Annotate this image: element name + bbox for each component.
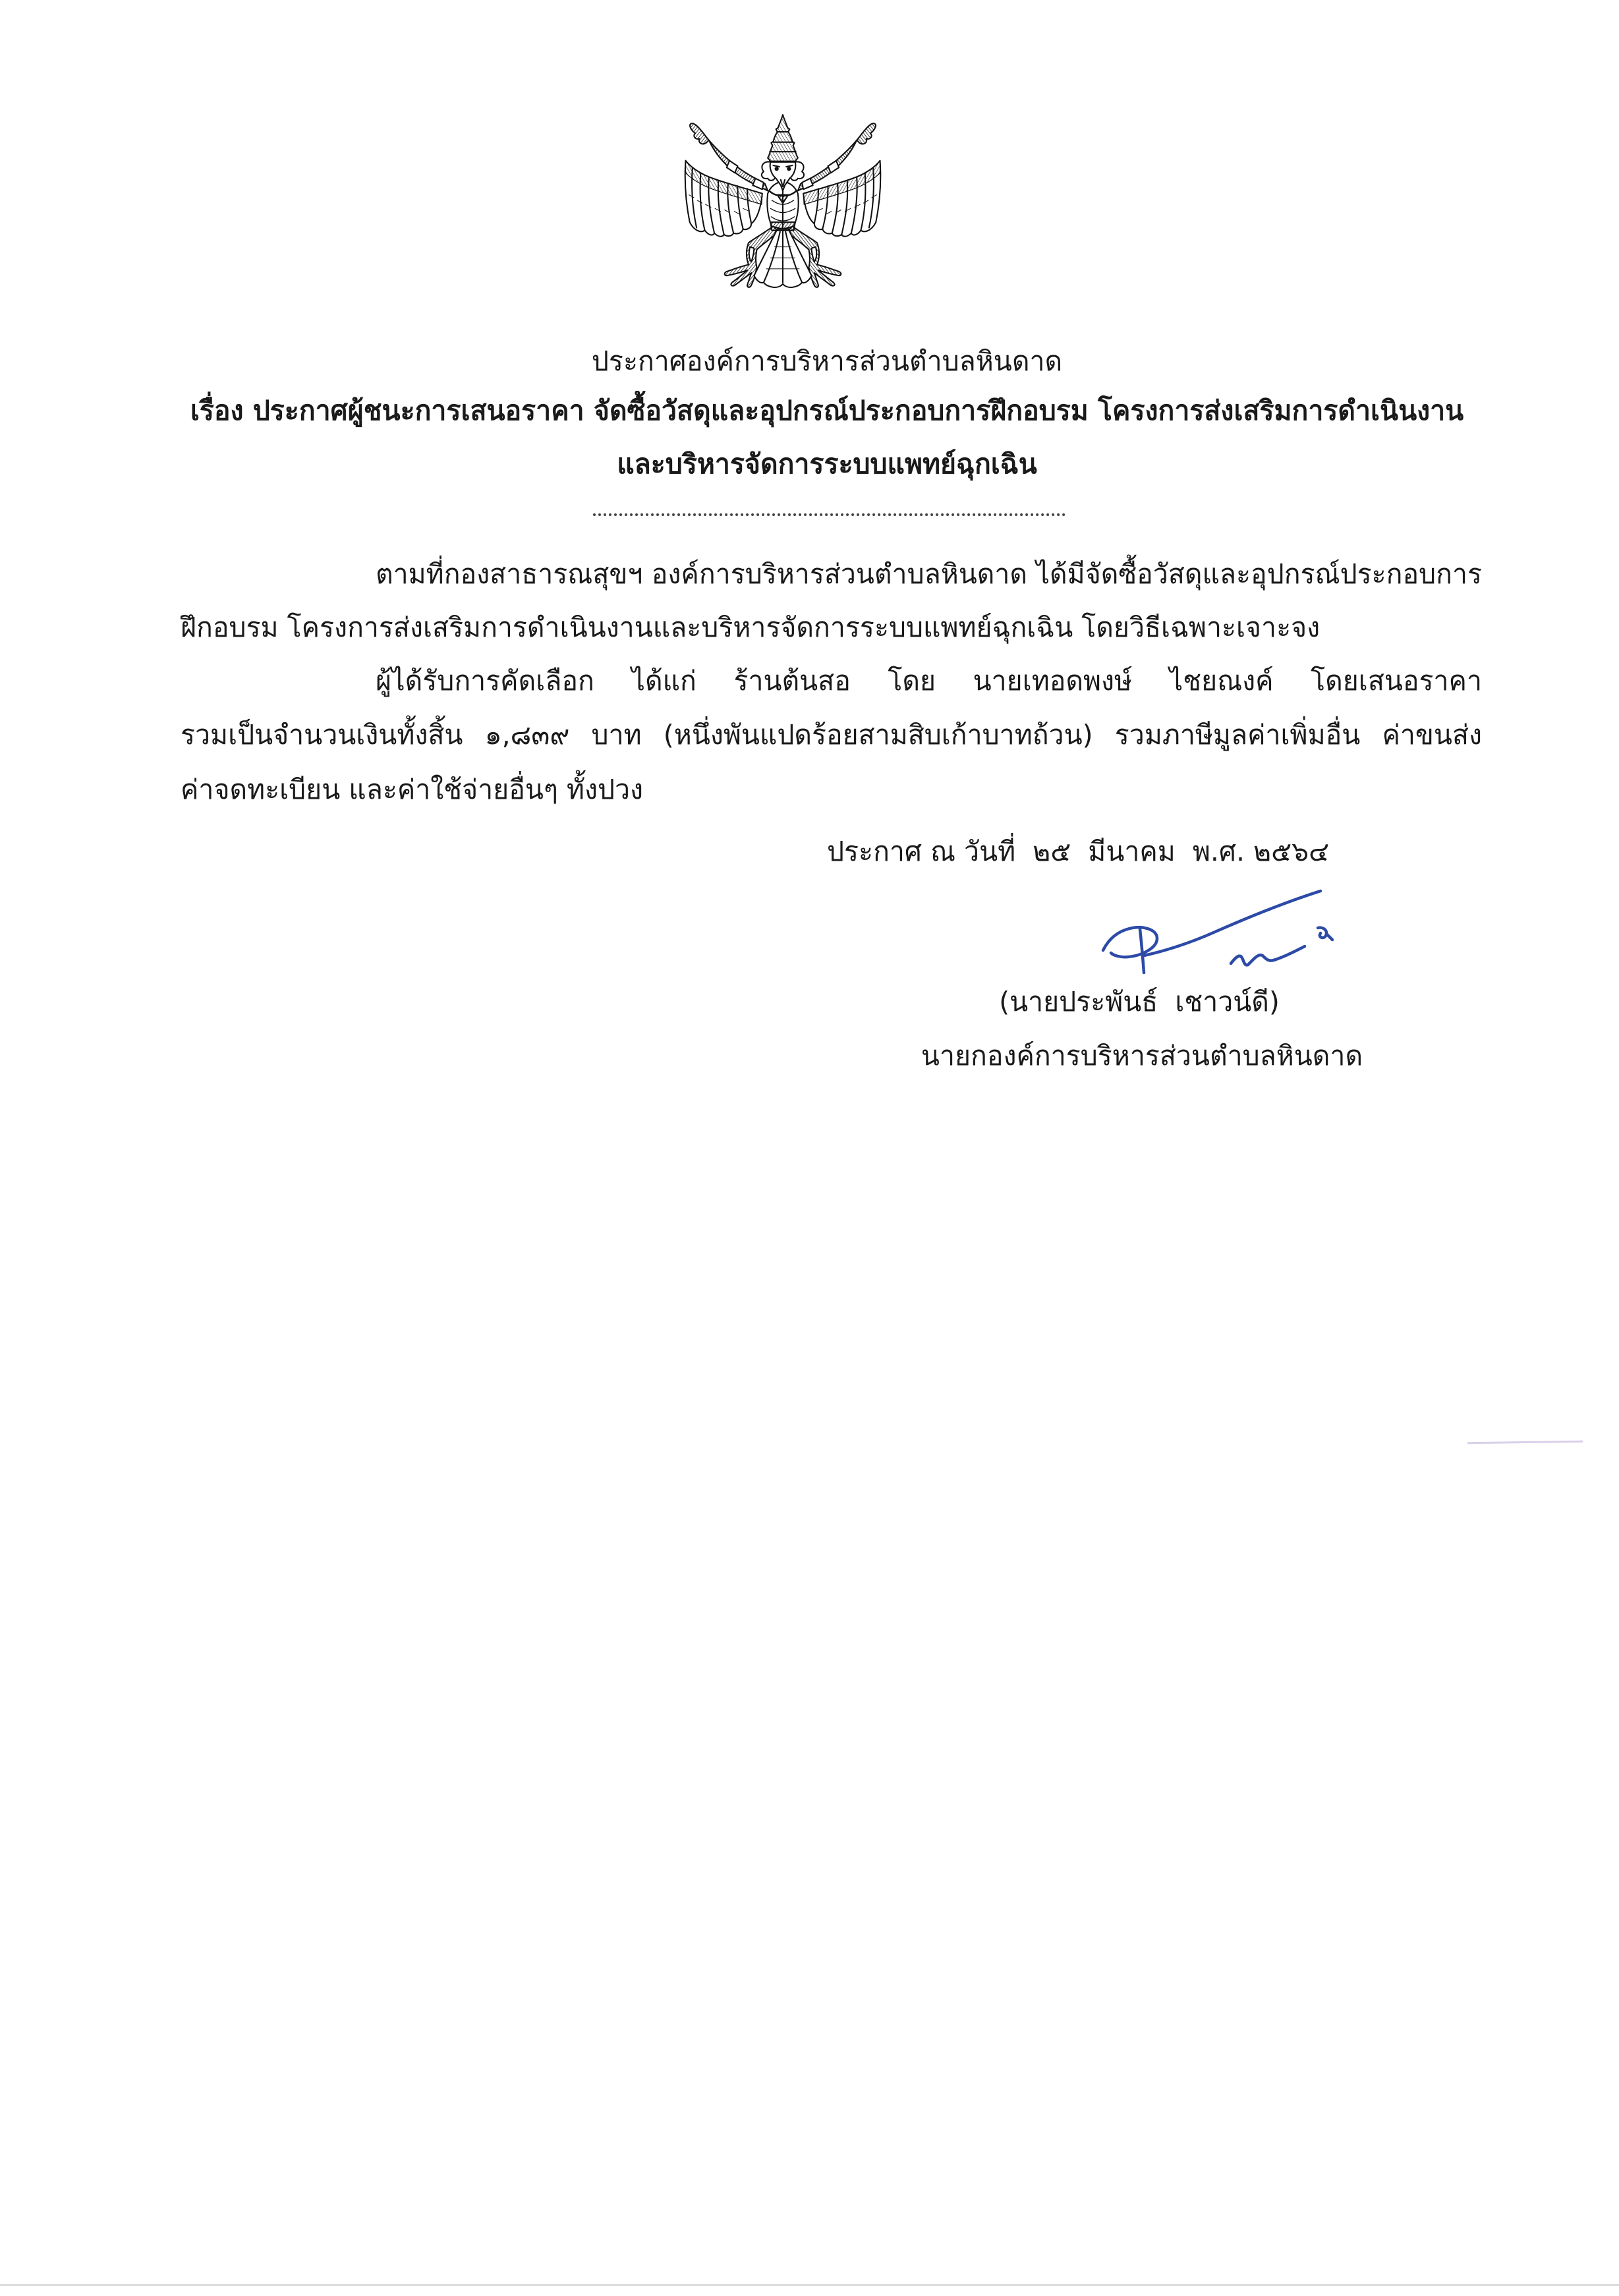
subject-line-1: เรื่อง ประกาศผู้ชนะการเสนอราคา จัดซื้อวัสดุและอุปกรณ์ประกอบการฝึกอบรม โครงการส่งเสริมการดำเนินงาน [190,395,1464,426]
paragraph-1-line-1: ตามที่กองสาธารณสุขฯ องค์การบริหารส่วนตำบลหินดาด ได้มีจัดซื้อวัสดุและอุปกรณ์ประกอบการ [376,558,1482,590]
signature [1096,887,1334,976]
issuer-heading: ประกาศองค์การบริหารส่วนตำบลหินดาด [591,345,1063,377]
signatory-name: (นายประพันธ์ เชาวน์ดี) [999,986,1280,1018]
announcement-date: ประกาศ ณ วันที่ ๒๕ มีนาคม พ.ศ. ๒๕๖๔ [827,836,1330,867]
paragraph-2-line-3: ค่าจดทะเบียน และค่าใช้จ่ายอื่นๆ ทั้งปวง [181,774,644,805]
signatory-position: นายกองค์การบริหารส่วนตำบลหินดาด [921,1040,1363,1072]
heading-separator [593,513,1065,516]
subject-line-2: และบริหารจัดการระบบแพทย์ฉุกเฉิน [617,448,1037,480]
paragraph-2-line-2: รวมเป็นจำนวนเงินทั้งสิ้น ๑,๘๓๙ บาท (หนึ่งพันแปดร้อยสามสิบเก้าบาทถ้วน) รวมภาษีมูลค่าเพิ่มอื่น ค่าขนส่ง [181,719,1482,751]
garuda-emblem [680,113,886,289]
paragraph-2-line-1: ผู้ได้รับการคัดเลือก ได้แก่ ร้านต้นสอ โดย นายเทอดพงษ์ ไชยณงค์ โดยเสนอราคา [376,665,1482,697]
scan-edge-line [0,2284,1619,2286]
scan-mark [1467,1441,1583,1444]
paragraph-1-line-2: ฝึกอบรม โครงการส่งเสริมการดำเนินงานและบริหารจัดการระบบแพทย์ฉุกเฉิน โดยวิธีเฉพาะเจาะจง [181,612,1321,643]
garuda-center [754,115,811,287]
